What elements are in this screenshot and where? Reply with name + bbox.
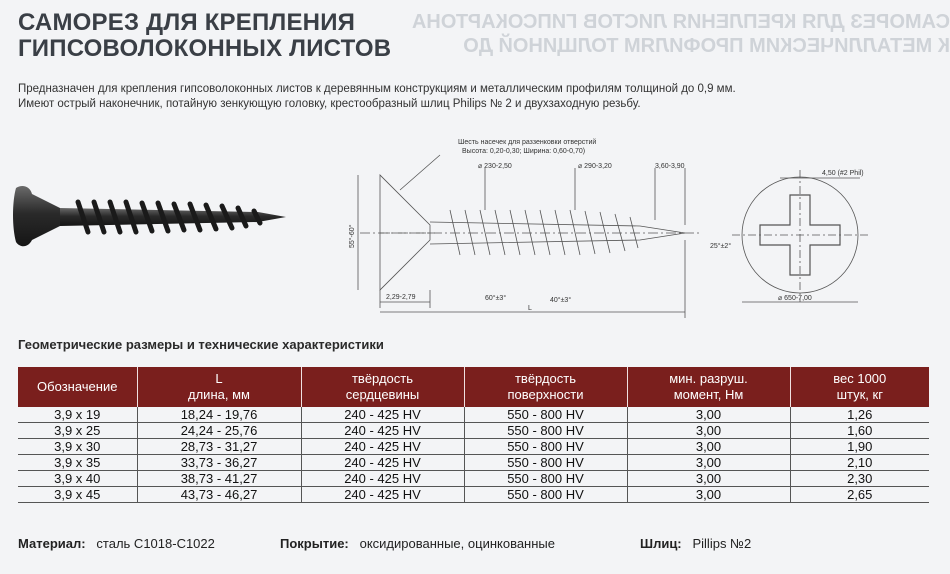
drawing-dim-360: 3,60-3,90 [655,163,685,170]
cell-designation: 3,9 x 45 [18,487,137,503]
description-line-1: Предназначен для крепления гипсоволоконных листов к деревянным конструкциям и металлическим профилям толщиной до 0,9 мм. [18,83,736,95]
table-header-row [18,367,929,407]
drawing-threads [450,210,638,255]
col-header-torque: мин. разруш. момент, Нм [627,367,790,407]
cell-length: 38,73 - 41,27 [137,471,301,487]
drawing-dim-650: ⌀ 650-7,00 [778,295,812,302]
cell-length: 28,73 - 31,27 [137,439,301,455]
cell-weight: 2,65 [790,487,929,503]
drawing-dim-thread-angle-2: 40°±3° [550,297,572,304]
cell-weight: 1,90 [790,439,929,455]
cell-designation: 3,9 x 25 [18,423,137,439]
table-row [18,407,929,423]
col-header-weight: вес 1000 штук, кг [790,367,929,407]
slot-label: Шлиц: [640,536,682,551]
col-header-core-hardness: твёрдость сердцевины [301,367,464,407]
cell-torque: 3,00 [627,455,790,471]
table-row [18,455,929,471]
cell-torque: 3,00 [627,439,790,455]
drawing-dim-thread-angle-1: 60°±3° [485,295,507,302]
cell-designation: 3,9 x 40 [18,471,137,487]
technical-drawing [340,130,910,325]
cell-designation: 3,9 x 35 [18,455,137,471]
drawing-note-2: Высота: 0,20-0,30; Ширина: 0,60-0,70) [462,148,586,155]
cell-length: 18,24 - 19,76 [137,407,301,423]
cell-weight: 2,30 [790,471,929,487]
section-title: Геометрические размеры и технические характеристики [18,337,384,352]
cell-torque: 3,00 [627,487,790,503]
cell-length: 43,73 - 46,27 [137,487,301,503]
material-label: Материал: [18,536,86,551]
col-header-designation: Обозначение [18,367,137,407]
footer-material [18,536,215,551]
drawing-dim-230: ⌀ 230-2,50 [478,163,512,170]
slot-value: Pillips №2 [692,536,752,551]
cell-torque: 3,00 [627,471,790,487]
drawing-dim-tip-angle: 25°±2° [710,243,732,250]
cell-core-hardness: 240 - 425 HV [301,423,464,439]
title-line-1: САМОРЕЗ ДЛЯ КРЕПЛЕНИЯ [18,9,356,36]
cell-core-hardness: 240 - 425 HV [301,455,464,471]
cell-length: 24,24 - 25,76 [137,423,301,439]
cell-weight: 1,26 [790,407,929,423]
drawing-note-1: Шесть насечек для раззенковки отверстий [458,139,597,146]
footer-coating [280,536,555,551]
cell-core-hardness: 240 - 425 HV [301,487,464,503]
cell-designation: 3,9 x 19 [18,407,137,423]
cell-surface-hardness: 550 - 800 HV [464,455,627,471]
cell-length: 33,73 - 36,27 [137,455,301,471]
screw-head-shape [13,186,60,246]
col-header-length: L длина, мм [137,367,301,407]
drawing-dim-head-angle: 55°-60° [349,224,356,248]
drawing-dim-length: L [528,305,532,312]
title-line-2: ГИПСОВОЛОКОННЫХ ЛИСТОВ [18,35,392,62]
cell-surface-hardness: 550 - 800 HV [464,471,627,487]
ghost-background-text: САМОРЕЗ ДЛЯ КРЕПЛЕНИЯ ЛИСТОВ ГИПСОКАРТОНА К МЕТАЛЛИЧЕСКИМ ПРОФИЛЯМ ТОЛЩИНОЙ ДО [411,11,950,57]
cell-torque: 3,00 [627,423,790,439]
footer-slot [640,536,751,551]
table-row [18,423,929,439]
cell-core-hardness: 240 - 425 HV [301,439,464,455]
drawing-dim-290: ⌀ 290-3,20 [578,163,612,170]
drawing-dim-229: 2,29-2,79 [386,294,416,301]
cell-torque: 3,00 [627,407,790,423]
col-header-surface-hardness: твёрдость поверхности [464,367,627,407]
table-row [18,439,929,455]
cell-surface-hardness: 550 - 800 HV [464,423,627,439]
cell-designation: 3,9 x 30 [18,439,137,455]
cell-core-hardness: 240 - 425 HV [301,471,464,487]
table-row [18,487,929,503]
cell-weight: 2,10 [790,455,929,471]
cell-weight: 1,60 [790,423,929,439]
page-title [18,10,391,62]
cell-surface-hardness: 550 - 800 HV [464,487,627,503]
spec-table [18,367,929,503]
description [18,82,918,112]
table-row [18,471,929,487]
screw-photo [8,168,293,263]
cell-core-hardness: 240 - 425 HV [301,407,464,423]
cell-surface-hardness: 550 - 800 HV [464,407,627,423]
coating-label: Покрытие: [280,536,349,551]
description-line-2: Имеют острый наконечник, потайную зенкующую головку, крестообразный шлиц Philips № 2 и двухзаходную резьбу. [18,98,641,110]
cell-surface-hardness: 550 - 800 HV [464,439,627,455]
drawing-dim-450: 4,50 (#2 Phil) [822,170,864,177]
drawing-head [380,175,430,290]
coating-value: оксидированные, оцинкованные [359,536,555,551]
material-value: сталь С1018-С1022 [96,536,215,551]
